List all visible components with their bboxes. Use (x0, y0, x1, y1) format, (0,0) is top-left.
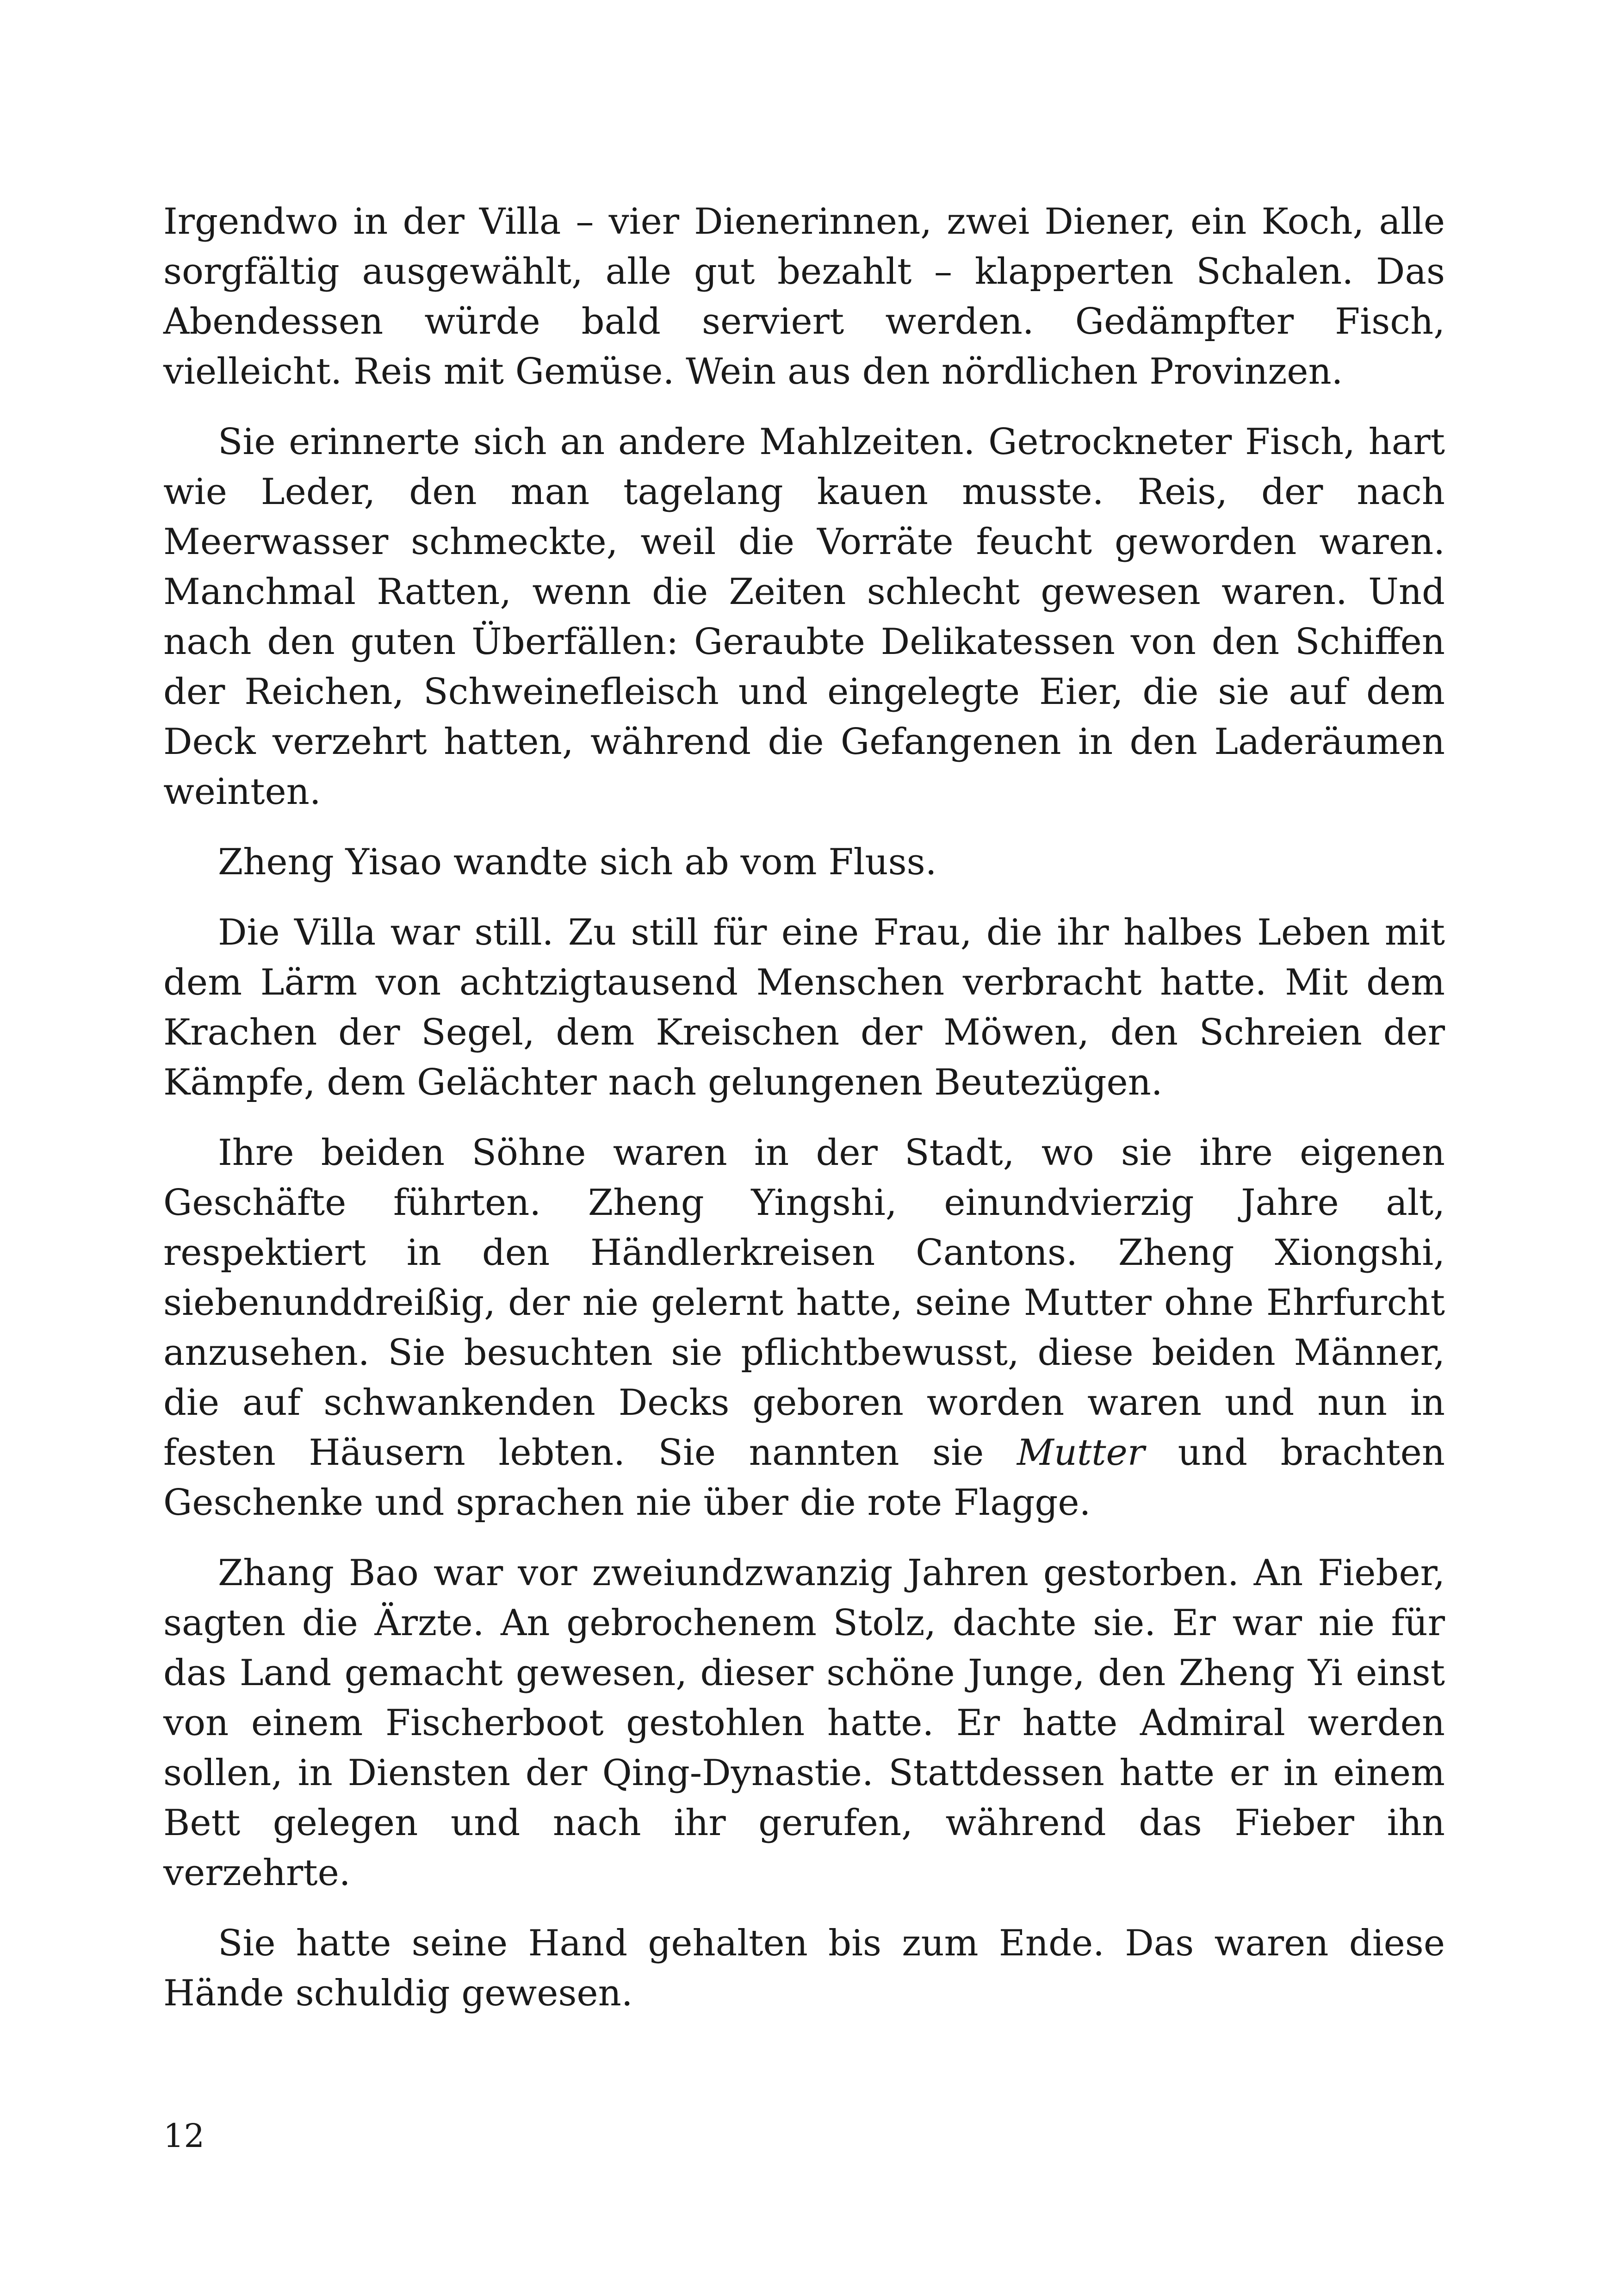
paragraph (163, 417, 1445, 817)
italic-text: Mutter (1017, 1432, 1145, 1474)
body-text (163, 197, 1445, 2018)
paragraph (163, 1128, 1445, 1528)
page-number: 12 (163, 2117, 205, 2155)
paragraph (163, 1918, 1445, 2018)
paragraph-text: Ihre beiden Söhne waren in der Stadt, wo sie ihre eigenen Geschäfte führten. Zheng Yingshi, einundvierzig Jahre alt, respektiert in den Händlerkreisen Cantons. Zheng Xiongshi, siebenunddreißig, der nie gelernt hatte, seine Mutter ohne Ehrfurcht anzusehen. Sie besuchten sie pflichtbewusst, diese beiden Männer, die auf schwankenden Decks geboren worden waren und nun in festen Häusern lebten. Sie nannten sie (163, 1132, 1445, 1474)
paragraph-text: Sie hatte seine Hand gehalten bis zum Ende. Das waren diese Hände schuldig gewesen. (163, 1923, 1445, 2014)
paragraph-text: Sie erinnerte sich an andere Mahlzeiten. Getrockneter Fisch, hart wie Leder, den man tagelang kauen musste. Reis, der nach Meerwasser schmeckte, weil die Vorräte feucht geworden waren. Manchmal Ratten, wenn die Zeiten schlecht gewesen waren. Und nach den guten Überfällen: Geraubte Delikatessen von den Schiffen der Reichen, Schweinefleisch und eingelegte Eier, die sie auf dem Deck verzehrt hatten, während die Gefangenen in den Laderäumen weinten. (163, 421, 1445, 813)
paragraph-text: Zheng Yisao wandte sich ab vom Fluss. (218, 841, 937, 883)
paragraph (163, 1548, 1445, 1898)
paragraph (163, 908, 1445, 1108)
paragraph-text: Zhang Bao war vor zweiundzwanzig Jahren gestorben. An Fieber, sagten die Ärzte. An gebrochenem Stolz, dachte sie. Er war nie für das Land gemacht gewesen, dieser schöne Junge, den Zheng Yi einst von einem Fischerboot gestohlen hatte. Er hatte Admiral werden sollen, in Diensten der Qing-Dynastie. Stattdessen hatte er in einem Bett gelegen und nach ihr gerufen, während das Fieber ihn verzehrte. (163, 1552, 1445, 1894)
paragraph (163, 197, 1445, 397)
paragraph-text: und brachten Geschenke und sprachen nie über die rote Flagge. (163, 1432, 1445, 1524)
paragraph (163, 837, 1445, 887)
paragraph-text: Irgendwo in der Villa – vier Dienerinnen, zwei Diener, ein Koch, alle sorgfältig ausgewählt, alle gut bezahlt – klapperten Schalen. Das Abendessen würde bald serviert werden. Gedämpfter Fisch, vielleicht. Reis mit Gemüse. Wein aus den nördlichen Provinzen. (163, 201, 1445, 392)
paragraph-text: Die Villa war still. Zu still für eine Frau, die ihr halbes Leben mit dem Lärm von achtzigtausend Menschen verbracht hatte. Mit dem Krachen der Segel, dem Kreischen der Möwen, den Schreien der Kämpfe, dem Gelächter nach gelungenen Beutezügen. (163, 912, 1445, 1103)
